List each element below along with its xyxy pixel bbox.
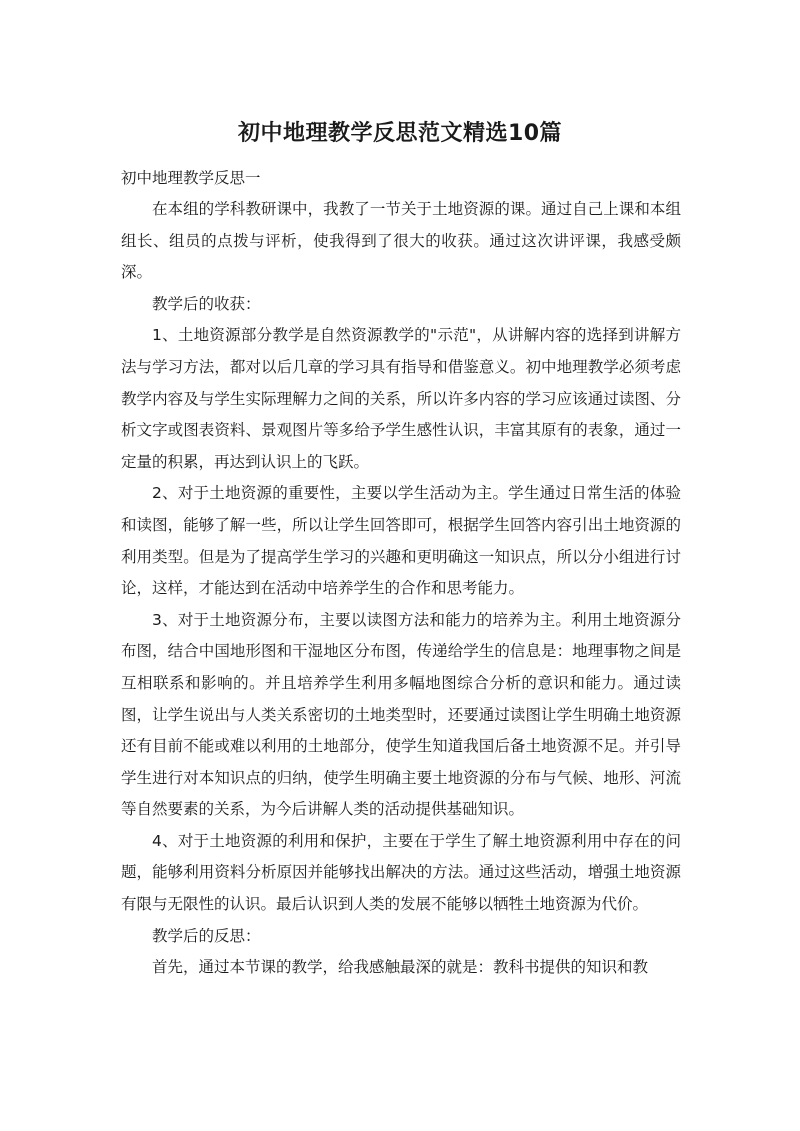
paragraph-intro: 在本组的学科教研课中，我教了一节关于土地资源的课。通过自己上课和本组组长、组员的点拨与评析，使我得到了很大的收获。通过这次讲评课，我感受颇深。 [121,200,681,282]
paragraph-reflection-heading: 教学后的反思： [152,926,261,945]
paragraph-point-3: 3、对于土地资源分布，主要以读图方法和能力的培养为主。利用土地资源分布图，结合中国地形图和干湿地区分布图，传递给学生的信息是：地理事物之间是互相联系和影响的。并且培养学生利用多幅地图综合分析的意识和能力。通过读图，让学生说出与人类关系密切的土地类型时，还要通过读图让学生明确土地资源还有目前不能或难以利用的土地部分，使学生知道我国后备土地资源不足。并引导学生进行对本知识点的归纳，使学生明确主要土地资源的分布与气候、地形、河流等自然要素的关系，为今后讲解人类的活动提供基础知识。 [121,610,681,819]
document-title: 初中地理教学反思范文精选10篇 [237,121,563,146]
paragraph-point-1: 1、土地资源部分教学是自然资源教学的"示范"，从讲解内容的选择到讲解方法与学习方法，都对以后几章的学习具有指导和借鉴意义。初中地理教学必须考虑教学内容及与学生实际理解力之间的关系，所以许多内容的学习应该通过读图、分析文字或图表资料、景观图片等多给予学生感性认识，丰富其原有的表象，通过一定量的积累，再达到认识上的飞跃。 [121,326,681,471]
paragraph-point-2: 2、对于土地资源的重要性，主要以学生活动为主。学生通过日常生活的体验和读图，能够了解一些，所以让学生回答即可，根据学生回答内容引出土地资源的利用类型。但是为了提高学生学习的兴趣和更明确这一知识点，所以分小组进行讨论，这样，才能达到在活动中培养学生的合作和思考能力。 [121,484,681,598]
section-heading: 初中地理教学反思一 [121,169,261,187]
paragraph-reflection-first: 首先，通过本节课的教学，给我感触最深的就是：教科书提供的知识和教 [152,958,649,977]
paragraph-point-4: 4、对于土地资源的利用和保护，主要在于学生了解土地资源利用中存在的问题，能够利用资料分析原因并能够找出解决的方法。通过这些活动，增强土地资源有限与无限性的认识。最后认识到人类的发展不能够以牺牲土地资源为代价。 [121,831,681,914]
paragraph-gains-heading: 教学后的收获： [152,294,261,313]
document-body [121,194,681,984]
